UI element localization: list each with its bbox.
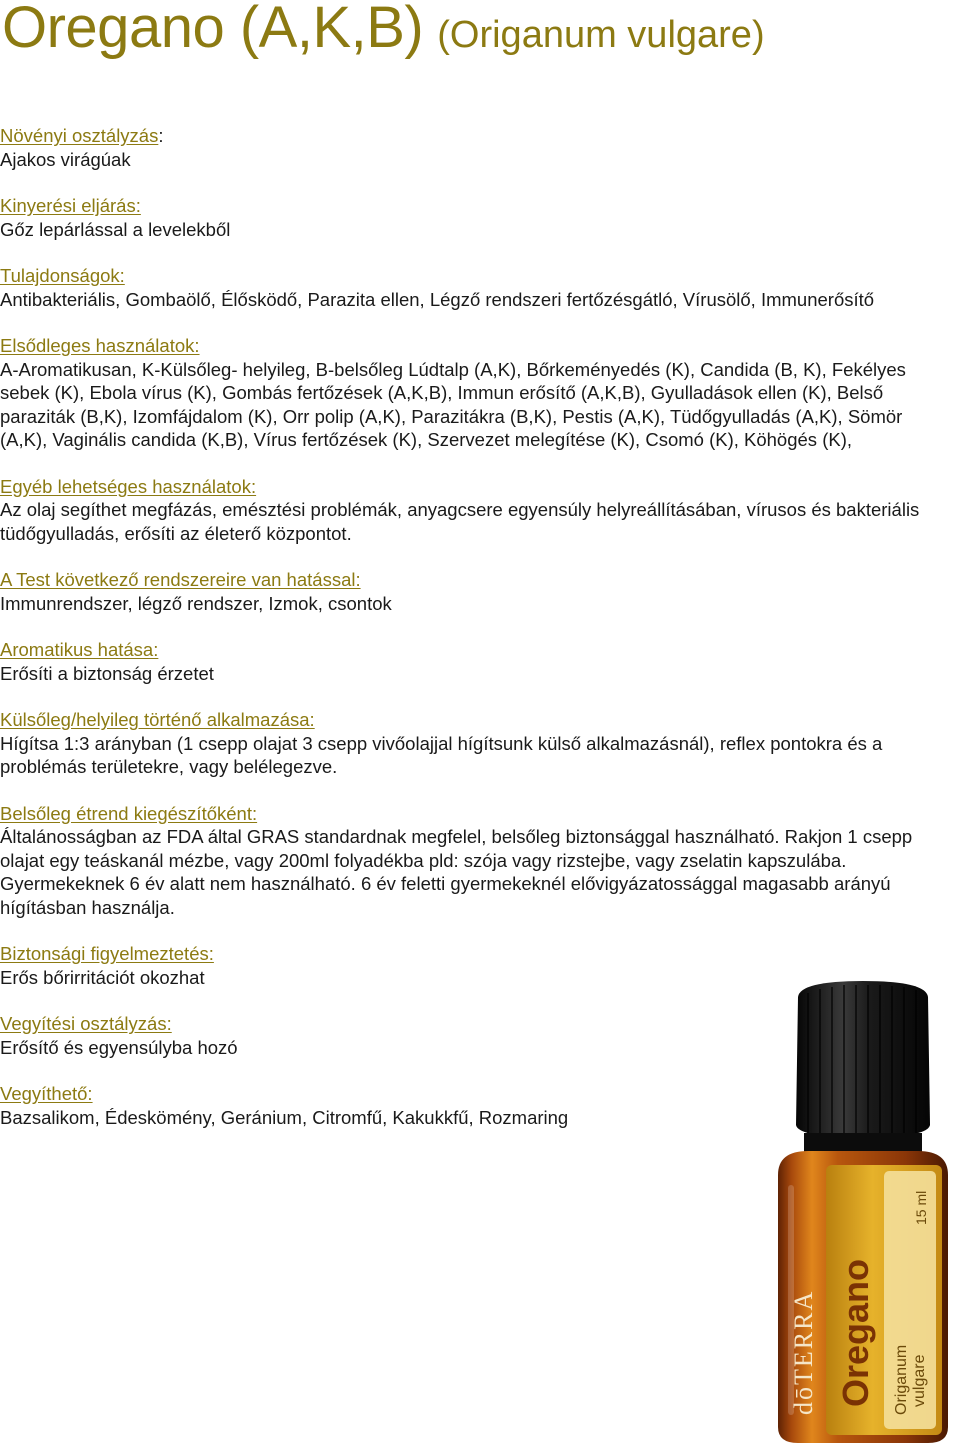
bottle-cap — [796, 981, 930, 1139]
section-heading: Növényi osztályzás: — [0, 125, 164, 146]
section-body: Erősítő és egyensúlyba hozó — [0, 1036, 238, 1058]
section-body: Ajakos virágúak — [0, 148, 131, 170]
section-extraction — [0, 194, 940, 241]
section-heading: Egyéb lehetséges használatok: — [0, 475, 257, 497]
section-topical-use — [0, 708, 940, 779]
section-body: Bazsalikom, Édeskömény, Geránium, Citromfű, Kakukkfű, Rozmaring — [0, 1106, 569, 1128]
section-heading: Belsőleg étrend kiegészítőként: — [0, 802, 258, 824]
section-body: Általánosságban az FDA által GRAS standardnak megfelel, belsőleg biztonsággal használható. Rakjon 1 csepp olajat egy teáskanál mézbe, vagy 200ml folyadékba pld: szója vagy rizstejbe, vagy zselatin kapszulába. Gyermekeknek 6 év alatt nem használható. 6 év feletti gyermekeknél elővigyázatossággal magasabb arányú hígításban használja. — [0, 826, 913, 918]
title-latin: (Origanum vulgare) — [437, 14, 765, 56]
section-body: Erősíti a biztonság érzetet — [0, 662, 214, 684]
section-internal-use — [0, 802, 940, 920]
section-plant-class — [0, 124, 940, 171]
section-heading: Vegyítési osztályzás: — [0, 1013, 172, 1034]
bottle-latin-1: Origanum — [893, 1344, 910, 1415]
bottle-volume: 15 ml — [913, 1190, 929, 1225]
bottle-latin-2: vulgare — [911, 1354, 928, 1407]
title-main: Oregano (A,K,B) — [2, 0, 424, 60]
section-body: Hígítsa 1:3 arányban (1 csepp olajat 3 csepp vivőolajjal hígítsunk külső alkalmazásnál), reflex pontokra és a problémás területekre, vagy belélegezve. — [0, 732, 883, 777]
section-body: A-Aromatikusan, K-Külsőleg- helyileg, B-belsőleg Lúdtalp (A,K), Bőrkeményedés (K), Candida (B, K), Fekélyes sebek (K), Ebola vírus (K), Gombás fertőzések (A,K,B), Immun erősítő (A,K,B), Gyulladások ellen (K), Belső paraziták (B,K), Izomfájdalom (K), Orr polip (A,K), Parazitákra (B,K), Pestis (A,K), Tüdőgyulladás (A,K), Sömör (A,K), Vaginális candida (K,B), Vírus fertőzések (K), Szervezet melegítése (K), Csomó (K), Köhögés (K), — [0, 358, 906, 450]
section-heading: A Test következő rendszereire van hatással: — [0, 569, 361, 590]
section-properties — [0, 264, 940, 311]
section-body-systems — [0, 568, 940, 615]
section-primary-uses — [0, 334, 940, 452]
section-heading: Elsődleges használatok: — [0, 335, 200, 356]
section-heading: Vegyíthető: — [0, 1083, 93, 1104]
section-body: Az olaj segíthet megfázás, emésztési problémák, anyagcsere egyensúly helyreállításában, vírusos és bakteriális tüdőgyulladás, erősíti az életerő központot. — [0, 499, 920, 544]
oregano-bottle-image — [768, 975, 958, 1445]
section-heading: Biztonsági figyelmeztetés: — [0, 943, 214, 964]
section-heading: Kinyerési eljárás: — [0, 195, 141, 216]
section-body: Immunrendszer, légző rendszer, Izmok, csontok — [0, 592, 392, 614]
section-aromatic-effect — [0, 638, 940, 685]
bottle-brand: dōTERRA — [789, 1289, 818, 1415]
section-body: Gőz lepárlással a levelekből — [0, 218, 231, 240]
section-heading: Külsőleg/helyileg történő alkalmazása: — [0, 709, 315, 730]
section-heading: Aromatikus hatása: — [0, 639, 159, 660]
page-title — [2, 0, 765, 61]
section-heading: Tulajdonságok: — [0, 265, 125, 286]
bottle-product: Oregano — [835, 1258, 876, 1407]
section-other-uses — [0, 475, 940, 546]
section-body: Antibakteriális, Gombaölő, Élősködő, Parazita ellen, Légző rendszeri fertőzésgátló, Vírusölő, Immunerősítő — [0, 288, 875, 310]
section-body: Erős bőrirritációt okozhat — [0, 966, 205, 988]
